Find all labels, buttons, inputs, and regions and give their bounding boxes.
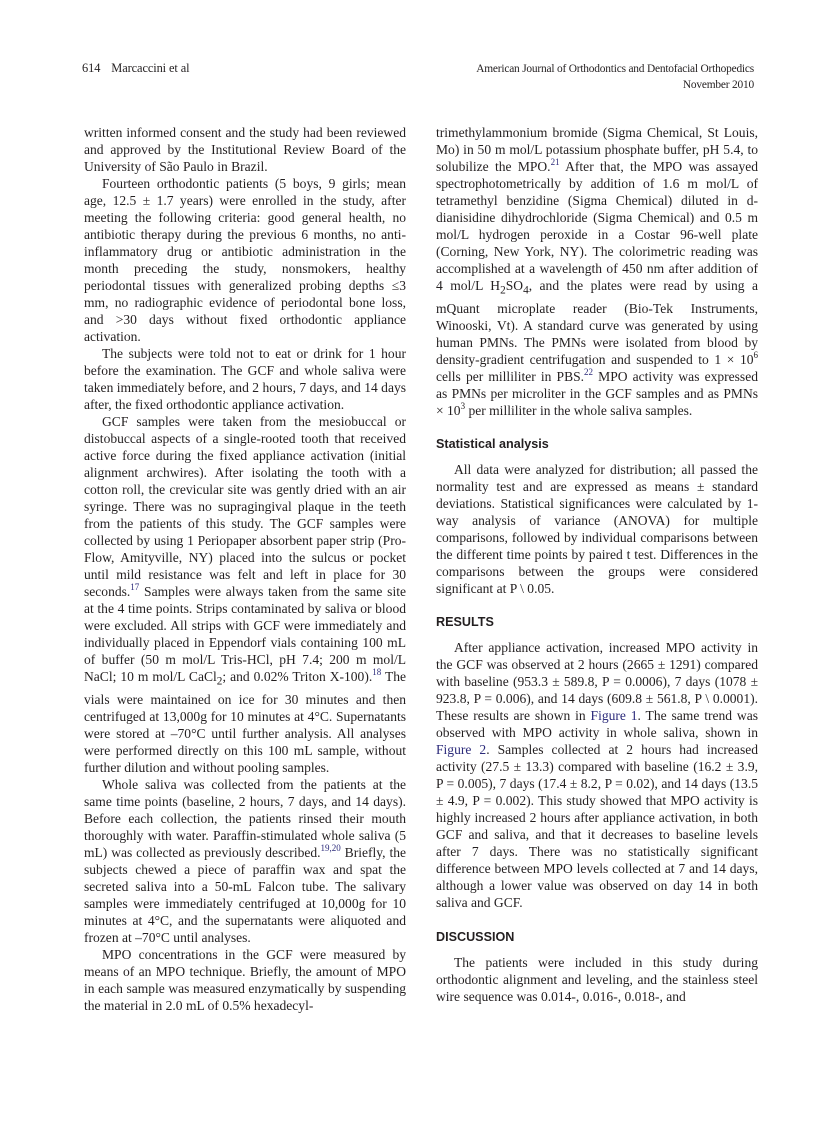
paragraph-gcf-samples bbox=[84, 413, 406, 776]
subscript: 2 bbox=[216, 675, 223, 688]
text: After that, the MPO was assayed spectrophotometrically by addition of 1.6 m mol/L of tetramethyl benzidine (Sigma Chemical) diluted in d-dianisidine dihydrochloride (Sigma Chemical) and 0.5 m mol/L hydrogen peroxide in a Costar 96-well plate (Corning, New York, NY). The colorimetric reading was accomplished at a wavelength of 450 nm after addition of 4 mol/L H bbox=[436, 159, 759, 293]
reference-link[interactable]: 22 bbox=[584, 366, 594, 377]
subscript: 2 bbox=[500, 284, 506, 297]
paragraph-whole-saliva bbox=[84, 776, 406, 946]
section-heading-results: RESULTS bbox=[436, 614, 494, 629]
subscript: 4 bbox=[523, 284, 529, 297]
text: MPO activity was expressed as PMNs per microliter in the GCF samples and as PMNs × 10 bbox=[436, 368, 758, 418]
text: SO bbox=[505, 278, 524, 293]
reference-link[interactable]: 21 bbox=[550, 157, 560, 167]
text: , and the plates were read by using a mQuant microplate reader (Bio-Tek Instruments, Winooski, Vt). A standard curve was generated by using human PMNs. The PMNs were isolated from blood by density-gradient centrifugation and suspended to 1 × 10 bbox=[436, 278, 758, 367]
running-authors: Marcaccini et al bbox=[111, 61, 190, 75]
journal-title: American Journal of Orthodontics and Dentofacial Orthopedics bbox=[476, 63, 754, 75]
text: ; and 0.02% Triton X-100). bbox=[222, 669, 373, 684]
page-number: 614 bbox=[82, 61, 101, 75]
text: per milliliter in the whole saliva samples. bbox=[465, 402, 693, 418]
text: cells per milliliter in PBS. bbox=[436, 368, 585, 384]
paragraph-results bbox=[436, 639, 758, 911]
exponent: 6 bbox=[753, 349, 758, 360]
figure-2-link[interactable]: Figure 2 bbox=[436, 741, 487, 757]
reference-link[interactable]: 19,20 bbox=[320, 842, 341, 853]
paragraph-statistics: All data were analyzed for distribution; all passed the normality test and are expressed as means ± standard deviations. Statistical significances were calculated by 1-way analysis of variance (ANOVA) for multiple comparisons, followed by individual comparisons between the different time points by paired t test. Differences in the comparisons between the groups were considered significant at P \ 0.05. bbox=[436, 461, 758, 596]
text: . The same trend was observed with MPO activity in whole saliva, shown in bbox=[436, 707, 758, 740]
left-column bbox=[84, 124, 406, 1014]
running-header-left bbox=[82, 61, 190, 76]
text: Briefly, the subjects chewed a piece of paraffin wax and spat the secreted saliva into a 50-mL Falcon tube. The salivary samples were immediately centrifuged at 10,000g for 10 minutes at 4°C, and the supernatants were aliquoted and frozen at –70°C until analyses. bbox=[84, 844, 407, 945]
text: The vials were maintained on ice for 30 minutes and then centrifuged at 13,000g for 10 minutes at 4°C. Supernatants were stored at –70°C until further analysis. All analyses were performed directly on this 100 mL sample, without further dilution and without pooling samples. bbox=[84, 669, 407, 775]
section-heading-statistical-analysis: Statistical analysis bbox=[436, 436, 549, 451]
running-header-right bbox=[476, 61, 754, 93]
text: GCF samples were taken from the mesiobuccal or distobuccal aspects of a single-rooted tooth that received active force during the fixed appliance activation (initial alignment archwires). After isolating the tooth with a cotton roll, the crevicular site was gently dried with an air syringe. There was no supragingival plaque in the teeth from the patients of this study. The GCF samples were collected by using 1 Periopaper absorbent paper strip (Pro-Flow, Amityville, NY) placed into the sulcus or pocket until mild resistance was felt and left in place for 30 seconds. bbox=[84, 414, 406, 599]
paragraph-consent: written informed consent and the study had been reviewed and approved by the Institutional Review Board of the University of São Paulo in Brazil. bbox=[84, 125, 406, 174]
paragraph-mpo-assay bbox=[436, 124, 758, 419]
right-column bbox=[436, 124, 758, 1005]
paragraph-subjects: The subjects were told not to eat or drink for 1 hour before the examination. The GCF and whole saliva were taken immediately before, and 2 hours, 7 days, and 14 days after, the fixed orthodontic appliance activation. bbox=[84, 346, 406, 412]
reference-link[interactable]: 17 bbox=[130, 582, 140, 592]
issue-date: November 2010 bbox=[682, 79, 754, 91]
paragraph-patients: Fourteen orthodontic patients (5 boys, 9 girls; mean age, 12.5 ± 1.7 years) were enrolled in the study, after meeting the following criteria: good general health, no antibiotic therapy during the previous 6 months, no anti-inflammatory drug or antibiotic administration in the month preceding the study, nonsmokers, healthy periodontal tissues with generalized probing depths ≤3 mm, no radiographic evidence of periodontal bone loss, and >30 days without fixed orthodontic appliance activation. bbox=[84, 176, 406, 344]
text: Whole saliva was collected from the patients at the same time points (baseline, 2 hours, 7 days, and 14 days). Before each collection, the patients rinsed their mouth thoroughly with water. Paraffin-stimulated whole saliva (5 mL) was collected as previously described. bbox=[84, 776, 406, 860]
text: trimethylammonium bromide (Sigma Chemical, St Louis, Mo) in 50 m mol/L potassium phosphate buffer, pH 5.4, to solubilize the MPO. bbox=[436, 125, 758, 174]
paragraph-mpo-concentrations: MPO concentrations in the GCF were measured by means of an MPO technique. Briefly, the amount of MPO in each sample was measured enzymatically by suspending the material in 2.0 mL of 0.5% hexadecyl- bbox=[84, 946, 406, 1013]
paragraph-discussion: The patients were included in this study during orthodontic alignment and leveling, and the stainless steel wire sequence was 0.014-, 0.016-, 0.018-, and bbox=[436, 954, 758, 1004]
exponent: 3 bbox=[460, 400, 466, 411]
text: Samples were always taken from the same site at the 4 time points. Strips contaminated by saliva or blood were excluded. All strips with GCF were immediately and individually placed in Eppendorf vials containing 100 mL of buffer (50 m mol/L Tris-HCl, pH 7.4; 200 m mol/L NaCl; 10 m mol/L CaCl bbox=[84, 584, 406, 684]
section-heading-discussion: DISCUSSION bbox=[436, 929, 515, 944]
text: After appliance activation, increased MPO activity in the GCF was observed at 2 hours (2665 ± 1291) compared with baseline (953.3 ± 589.8, P = 0.0006), 7 days (1078 ± 923.8, P = 0.006), and 14 days (609.8 ± 561.8, P \ 0.0001). These results are shown in bbox=[436, 639, 758, 723]
reference-link[interactable]: 18 bbox=[372, 667, 382, 677]
text: . Samples collected at 2 hours had increased activity (27.5 ± 13.3) compared with baseline (16.2 ± 3.9, P = 0.005), 7 days (17.4 ± 8.2, P = 0.02), and 14 days (13.5 ± 4.9, P = 0.002). This study showed that MPO activity is highly increased 2 hours after appliance activation, in both GCF and saliva, and that it decreases to baseline levels after 7 days. There was no statistically significant difference between MPO levels collected at 7 and 14 days, although a lower value was observed on day 14 in both saliva and GCF. bbox=[436, 741, 759, 910]
figure-1-link[interactable]: Figure 1 bbox=[590, 707, 638, 723]
